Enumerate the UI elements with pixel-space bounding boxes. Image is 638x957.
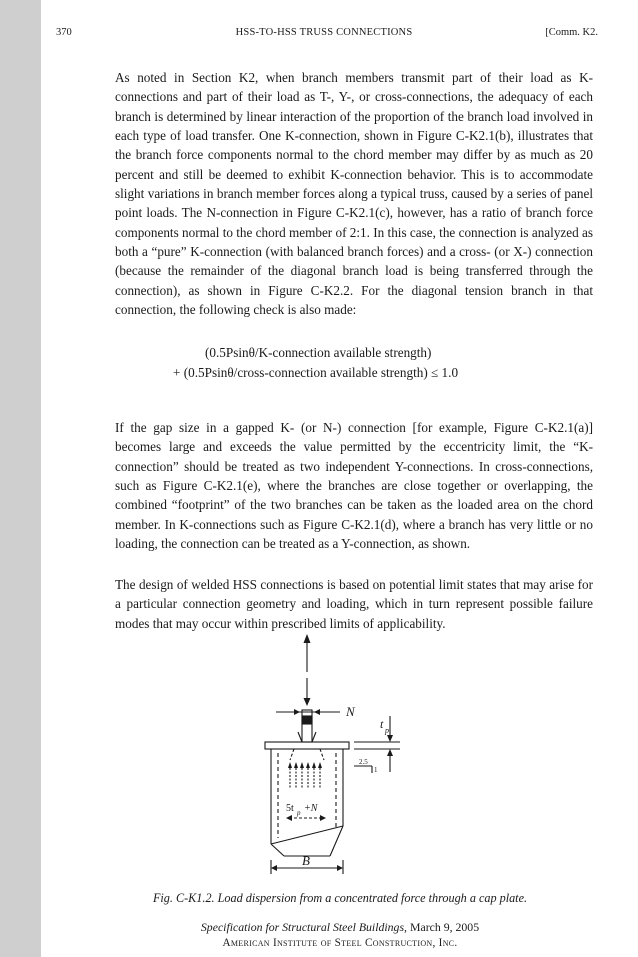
chord-bottom-left [271,844,284,856]
dispersion-width-arrow-right [320,815,326,821]
label-plus-n: +N [304,803,318,814]
label-5t: 5t [286,803,294,814]
section-reference: [Comm. K2. [545,27,598,38]
footer-spec-date: March 9, 2005 [407,920,480,934]
load-arrow-head-down [304,698,311,706]
tp-arrow-down [387,735,393,742]
paragraph-1 [115,68,593,319]
running-header [50,27,598,43]
chord-cut-line [271,826,343,844]
equation-line-1: (0.5Psinθ/K-connection available strength) [205,345,432,360]
footer-organization: American Institute of Steel Construction, Inc. [222,937,458,949]
running-title: HSS-TO-HSS TRUSS CONNECTIONS [235,27,413,38]
interaction-equation [115,343,593,382]
n-arrow-left [294,709,300,715]
label-5t-subscript: p [297,809,301,817]
branch-plate-weld [302,716,312,724]
weld-left [298,732,302,742]
label-n: N [346,704,355,719]
footer-spec-title: Specification for Structural Steel Buildings, [200,920,408,934]
label-b: B [302,853,310,868]
paragraph-1-text: As noted in Section K2, when branch members transmit part of their load as K-connections and part of their load as T-, Y-, or cross-connections, the adequacy of each branch is determined by linear interaction of the proportion of the branch load involved in each type of load transfer. One K-connection, shown in Figure C-K2.1(b), illustrates that the branch force components normal to the chord member may differ by as much as 20 percent and still be deemed to exhibit K-connection behavior. This is to accommodate slight variations in branch member forces along a typical truss, caused by a series of panel point loads. The N-connection in Figure C-K2.1(c), however, has a ratio of branch force components normal to the chord member of 2:1. In this case, the connection is analyzed as both a “pure” K-connection (with balanced branch forces) and a cross- (or X-) connection (because the remainder of the diagonal branch load is being transferred through the connection), as shown in Figure C-K2.2. For the diagonal tension branch in that connection, the following check is also made: [115,70,593,318]
paragraph-3-text: The design of welded HSS connections is based on potential limit states that may arise for a particular connection geometry and loading, which in turn represent possible failure modes that may occur within prescribed limits of applicability. [115,577,593,631]
branch-plate [302,710,312,742]
dispersion-width-arrow-left [286,815,292,821]
tp-arrow-up [387,749,393,756]
b-arrow-right [337,865,343,871]
load-arrow-head-up [304,634,311,643]
label-slope-2-5: 2.5 [359,758,368,766]
footer-spec [60,920,620,935]
cap-plate [265,742,349,749]
paragraph-2 [115,418,593,553]
b-arrow-left [271,865,277,871]
n-arrow-right [314,709,320,715]
label-t: t [380,717,384,731]
stress-arrows [288,762,322,788]
dispersion-line-right [320,749,324,760]
load-dispersion-diagram [250,628,440,878]
page-number: 370 [56,27,72,38]
load-dispersion-figure [250,628,440,878]
page-margin-bar [0,0,41,957]
figure-caption: Fig. C-K1.2. Load dispersion from a concentrated force through a cap plate. [152,891,528,905]
label-slope-1: 1 [374,766,378,774]
paragraph-2-text: If the gap size in a gapped K- (or N-) connection [for example, Figure C-K2.1(a)] becomes large and exceeds the value permitted by the eccentricity limit, the “K-connection” should be treated as two independent Y-connections. In cross-connections, such as Figure C-K2.1(e), where the branches are close together or overlapping, the combined “footprint” of the two branches can be taken as the loaded area on the chord member. In K-connections such as Figure C-K2.1(d), where a branch has very little or no loading, the connection can be treated as a Y-connection, as shown. [115,420,593,552]
chord-bottom-right [330,826,343,856]
weld-right [312,732,316,742]
paragraph-3 [115,575,593,633]
label-t-subscript: p [385,726,389,735]
dispersion-line-left [290,749,294,760]
equation-line-2: + (0.5Psinθ/cross-connection available strength) ≤ 1.0 [173,364,459,380]
